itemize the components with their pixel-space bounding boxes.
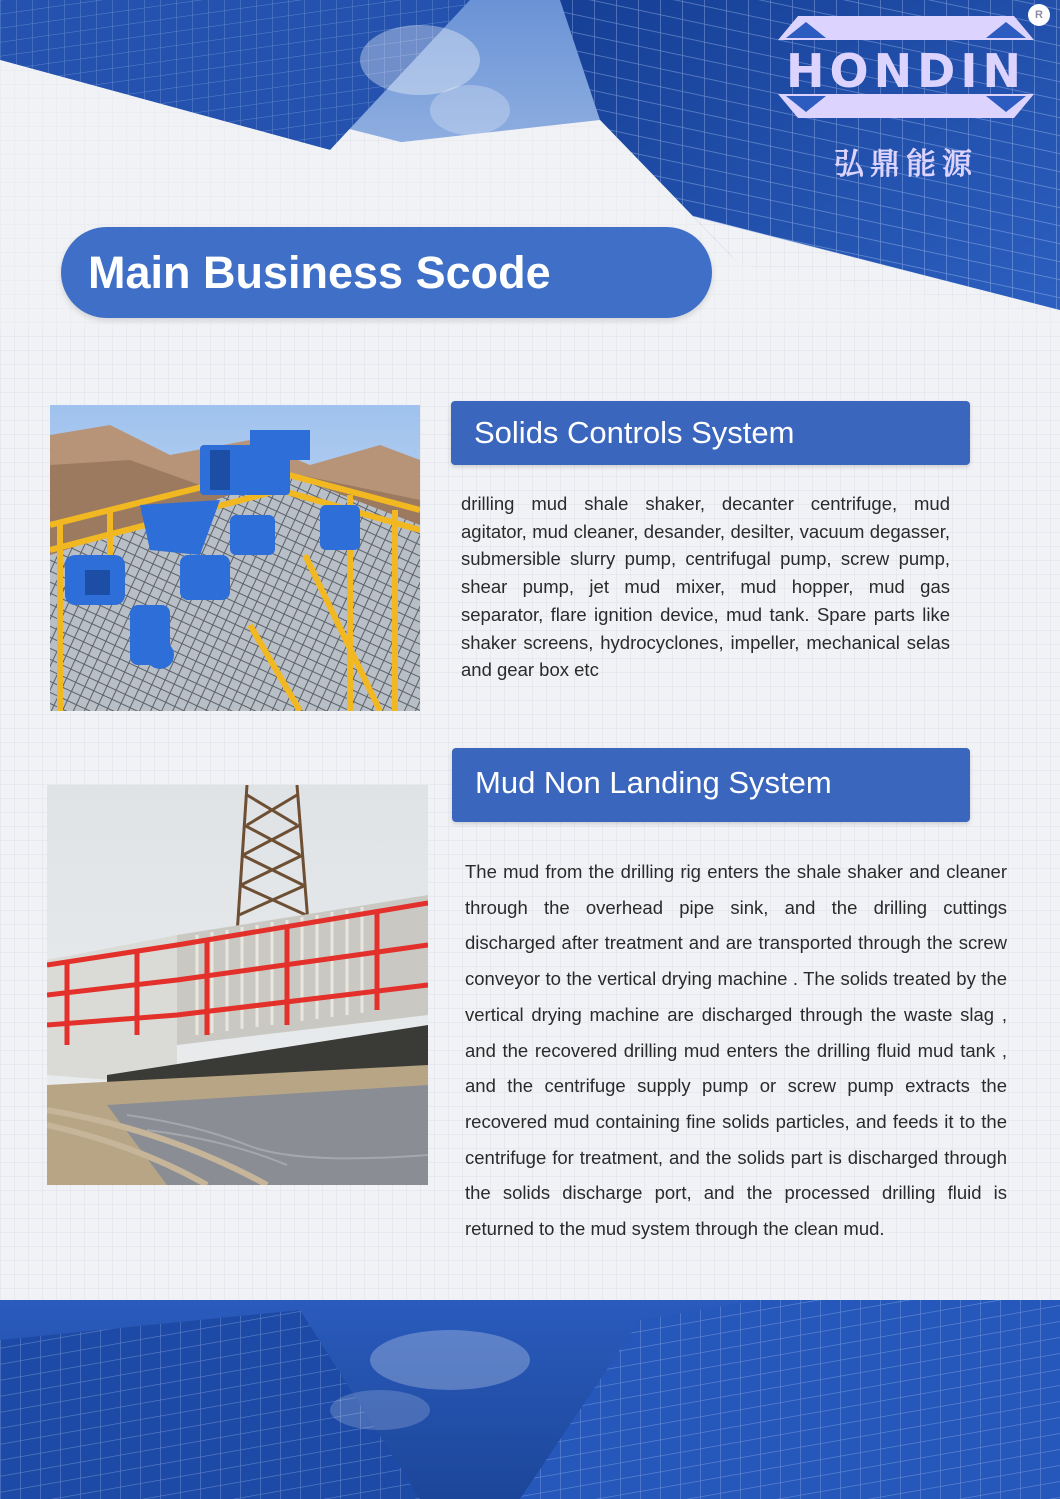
mud-non-landing-heading-text: Mud Non Landing System <box>475 765 832 800</box>
logo-chinese-name: 弘鼎能源 <box>834 147 978 182</box>
hondin-logo <box>756 4 1056 182</box>
page-title: Main Business Scode <box>88 247 551 298</box>
solids-control-equipment-image <box>50 405 420 711</box>
footer-building-banner <box>0 1300 1060 1499</box>
registered-mark: R <box>1028 4 1050 26</box>
logo-wordmark: HONDIN <box>786 44 1026 98</box>
mud-non-landing-heading <box>452 748 970 822</box>
mud-non-landing-photo <box>47 785 428 1185</box>
solids-control-heading <box>451 401 970 465</box>
solids-control-photo <box>50 405 420 711</box>
page-title-banner <box>61 227 712 318</box>
solids-control-heading-text: Solids Controls System <box>474 415 795 450</box>
mud-non-landing-description: The mud from the drilling rig enters the shale shaker and cleaner through the overhead pipe sink, and the drilling cuttings discharged after treatment and are transported through the screw conveyor to the vertical drying machine . The solids treated by the vertical drying machine are discharged through the waste slag , and the recovered drilling mud enters the drilling fluid mud tank , and the centrifuge supply pump or screw pump extracts the recovered mud containing fine solids particles, and feeds it to the centrifuge for treatment, and the solids part is discharged through the solids discharge port, and the processed drilling fluid is returned to the mud system through the clean mud. <box>465 861 1007 1240</box>
mud-treatment-unit-image <box>47 785 428 1185</box>
solids-control-description: drilling mud shale shaker, decanter centrifuge, mud agitator, mud cleaner, desander, desilter, vacuum degasser, submersible slurry pump, centrifugal pump, screw pump, shear pump, jet mud mixer, mud hopper, mud gas separator, flare ignition device, mud tank. Spare parts like shaker screens, hydrocyclones, impeller, mechanical selas and gear box etc <box>461 493 950 681</box>
